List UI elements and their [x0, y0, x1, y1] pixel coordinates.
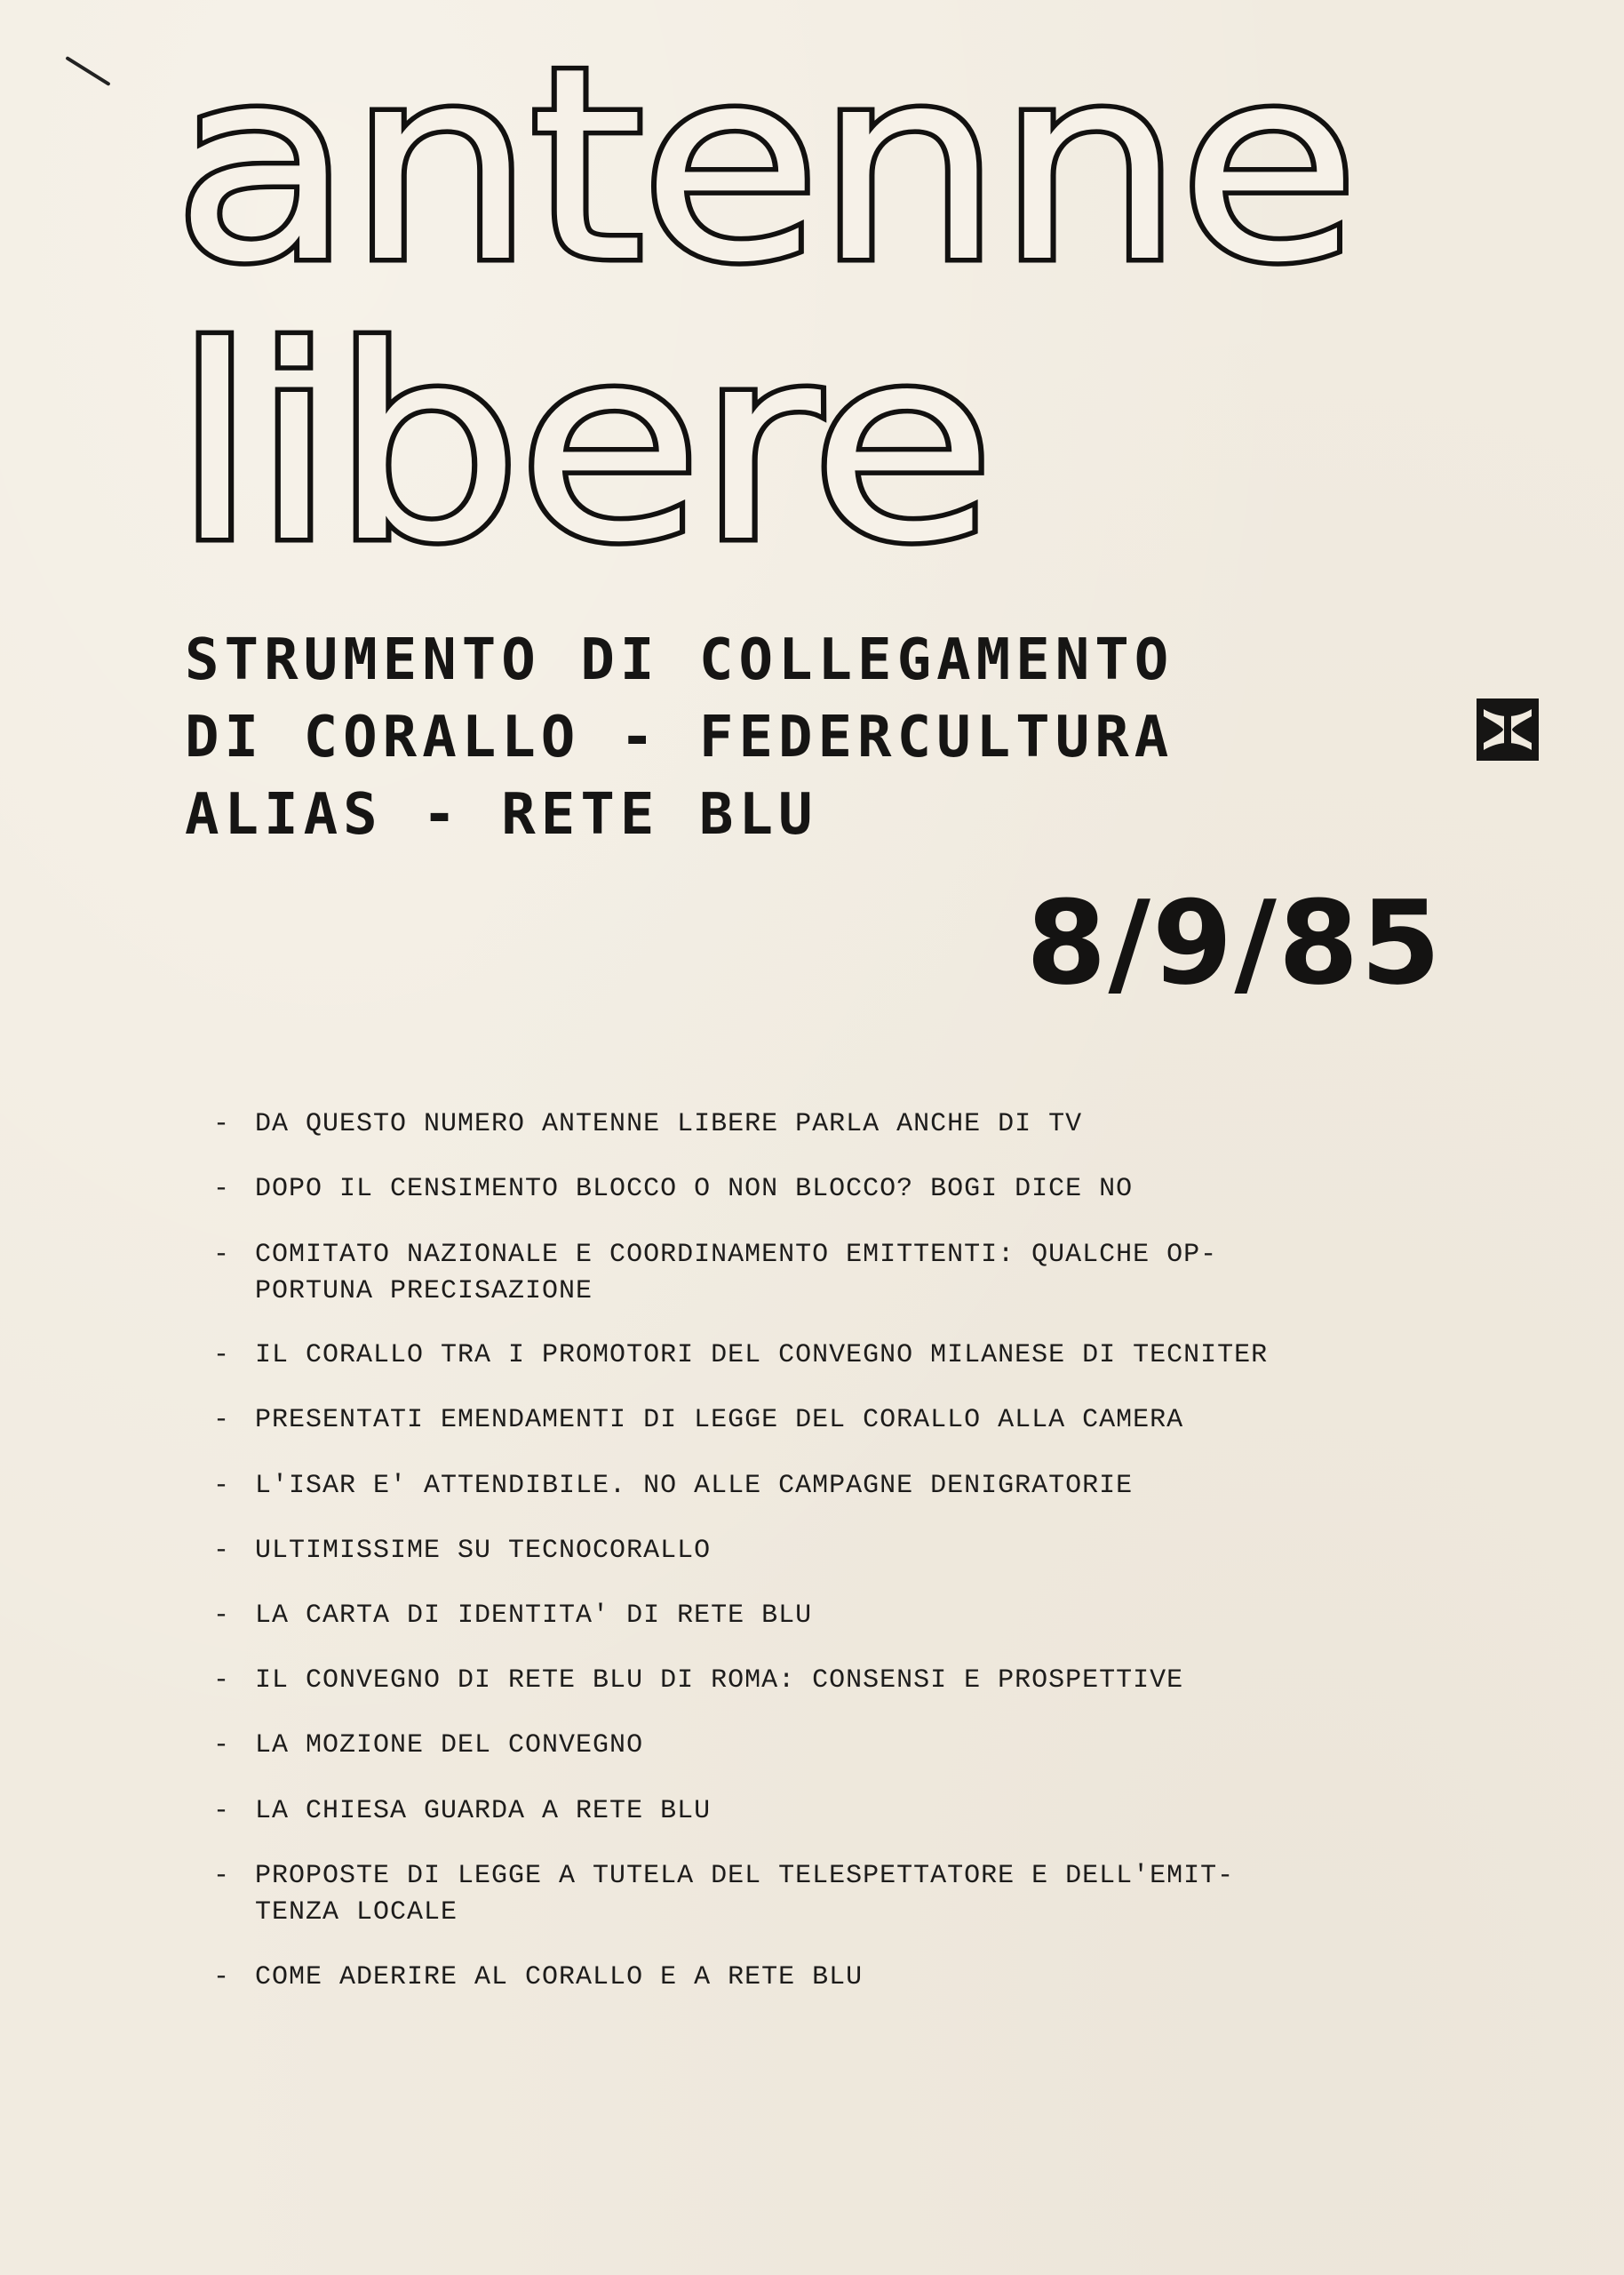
list-item: - LA CARTA DI IDENTITA' DI RETE BLU: [213, 1600, 813, 1631]
subtitle-line-2: DI CORALLO - FEDERCULTURA: [185, 705, 1174, 770]
masthead-line-1: antenne: [173, 36, 1355, 321]
masthead: [173, 36, 1417, 587]
list-item: - LA CHIESA GUARDA A RETE BLU: [213, 1796, 712, 1826]
list-item: - IL CORALLO TRA I PROMOTORI DEL CONVEGNO MILANESE DI TECNITER: [213, 1340, 1269, 1370]
list-item: - LA MOZIONE DEL CONVEGNO: [213, 1730, 644, 1760]
list-item: - IL CONVEGNO DI RETE BLU DI ROMA: CONSENSI E PROSPETTIVE: [213, 1665, 1184, 1696]
contents-list: [213, 1106, 1475, 1996]
list-item: - PRESENTATI EMENDAMENTI DI LEGGE DEL CORALLO ALLA CAMERA: [213, 1405, 1184, 1435]
masthead-line-2: libere: [173, 291, 991, 587]
pencil-mark: [65, 56, 110, 86]
list-item: - ULTIMISSIME SU TECNOCORALLO: [213, 1536, 712, 1566]
coral-logo-icon: [1475, 697, 1540, 762]
list-item: - L'ISAR E' ATTENDIBILE. NO ALLE CAMPAGNE DENIGRATORIE: [213, 1471, 1134, 1501]
list-item: - PROPOSTE DI LEGGE A TUTELA DEL TELESPETTATORE E DELL'EMIT- TENZA LOCALE: [213, 1861, 1235, 1928]
list-item: - DOPO IL CENSIMENTO BLOCCO O NON BLOCCO? BOGI DICE NO: [213, 1174, 1134, 1204]
subtitle-line-1: STRUMENTO DI COLLEGAMENTO: [185, 627, 1174, 693]
list-item: - COMITATO NAZIONALE E COORDINAMENTO EMITTENTI: QUALCHE OP- PORTUNA PRECISAZIONE: [213, 1240, 1218, 1306]
issue-date: 8/9/85: [1026, 875, 1443, 1010]
list-item: - DA QUESTO NUMERO ANTENNE LIBERE PARLA ANCHE DI TV: [213, 1109, 1083, 1139]
subtitle: [185, 622, 1553, 854]
subtitle-line-3: ALIAS - RETE BLU: [185, 782, 818, 848]
masthead-svg: [173, 36, 1417, 587]
list-item: - COME ADERIRE AL CORALLO E A RETE BLU: [213, 1962, 864, 1992]
